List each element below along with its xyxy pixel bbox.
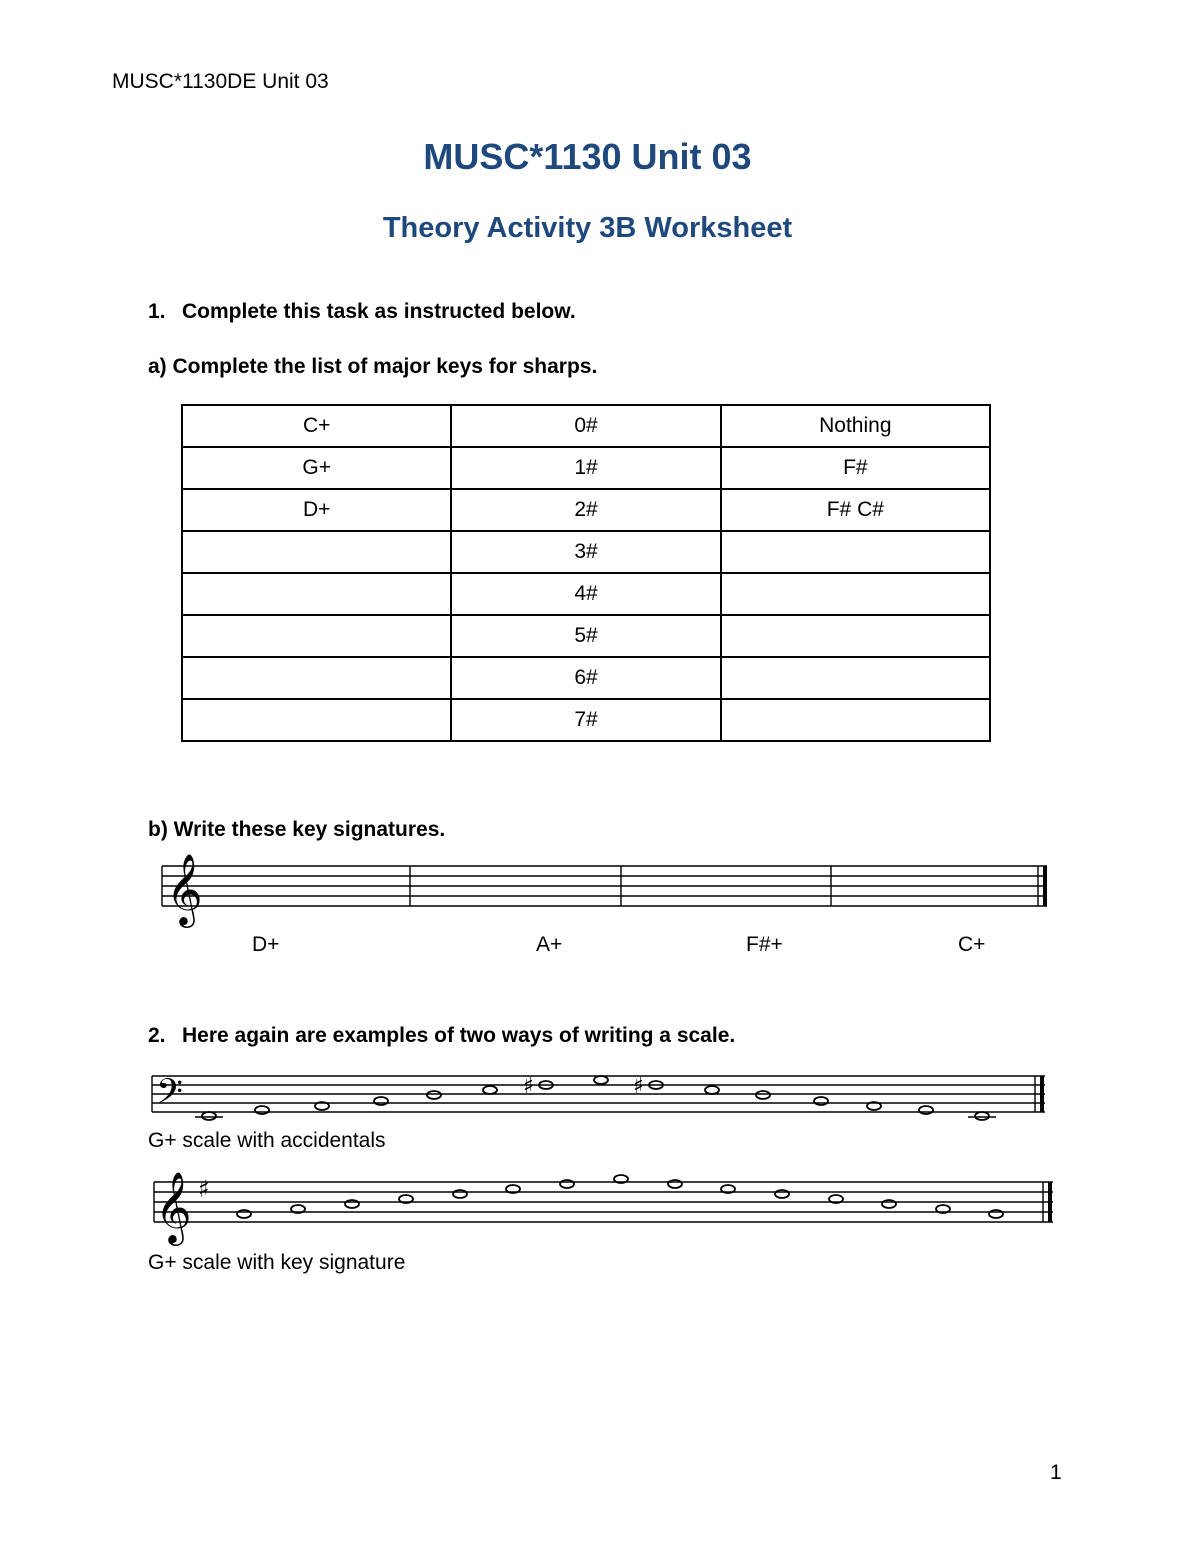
- bass-clef-icon: 𝄢: [156, 1071, 184, 1120]
- page-number: 1: [1050, 1461, 1062, 1484]
- question-1-text: Complete this task as instructed below.: [182, 300, 576, 323]
- table-cell: G+: [182, 447, 451, 489]
- bass-scale-staff: [152, 1076, 1045, 1117]
- sharp-accidental-icon: ♯: [633, 1074, 644, 1099]
- page-title: MUSC*1130 Unit 03: [423, 136, 752, 177]
- table-cell: 1#: [451, 447, 720, 489]
- key-label-c: C+: [958, 933, 986, 956]
- table-cell: Nothing: [721, 405, 990, 447]
- question-2-number: 2.: [148, 1024, 166, 1047]
- question-2-text: Here again are examples of two ways of writing a scale.: [182, 1024, 736, 1047]
- table-cell: 3#: [451, 531, 720, 573]
- table-cell: 4#: [451, 573, 720, 615]
- question-1-number: 1.: [148, 300, 166, 323]
- key-signature-sharp-icon: ♯: [198, 1175, 210, 1203]
- treble-clef-icon: 𝄞: [155, 1170, 192, 1243]
- table-cell: 6#: [451, 657, 720, 699]
- page-subtitle: Theory Activity 3B Worksheet: [382, 212, 793, 244]
- treble-scale-staff: [154, 1182, 1053, 1222]
- table-cell: 5#: [451, 615, 720, 657]
- key-label-d: D+: [252, 933, 280, 956]
- key-label-a: A+: [536, 933, 563, 956]
- table-cell: 0#: [451, 405, 720, 447]
- table-cell: D+: [182, 489, 451, 531]
- table-cell: F#: [721, 447, 990, 489]
- sharp-accidental-icon: ♯: [523, 1074, 534, 1099]
- scale-caption-accidentals: G+ scale with accidentals: [148, 1129, 386, 1152]
- table-cell: 7#: [451, 699, 720, 741]
- treble-clef-icon: 𝄞: [166, 852, 203, 925]
- scale-caption-key-signature: G+ scale with key signature: [148, 1251, 406, 1274]
- question-1b: b) Write these key signatures.: [148, 818, 446, 841]
- question-2: [148, 1024, 735, 1048]
- table-cell: 2#: [451, 489, 720, 531]
- key-label-f-sharp: F#+: [746, 933, 783, 956]
- bass-scale-notes: [202, 1076, 989, 1120]
- table-cell: F# C#: [721, 489, 990, 531]
- question-1a: a) Complete the list of major keys for sharps.: [148, 355, 598, 378]
- table-cell: C+: [182, 405, 451, 447]
- page-header: MUSC*1130DE Unit 03: [112, 70, 329, 93]
- key-signature-staff: [162, 866, 1047, 906]
